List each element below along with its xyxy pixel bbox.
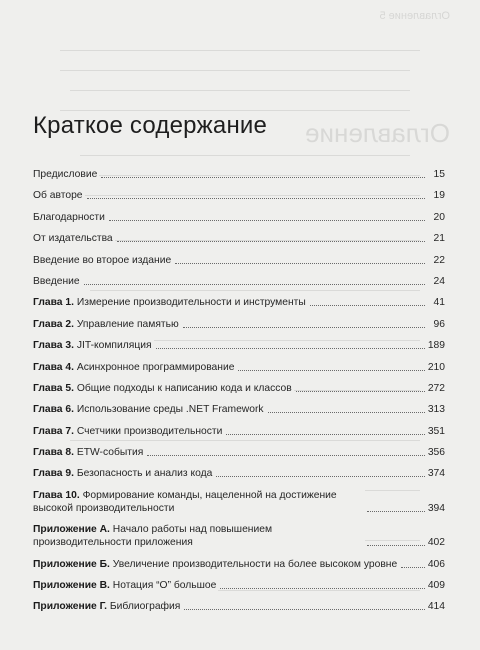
show-through-background: Оглавление 5 Оглавление — [0, 0, 480, 650]
dot-leader — [183, 327, 425, 328]
dot-leader — [367, 511, 425, 512]
toc-page-number: 15 — [433, 169, 445, 180]
toc-page-number: 22 — [433, 254, 445, 266]
page-title: Краткое содержание — [33, 112, 268, 139]
toc-entry-introduction[interactable] — [33, 275, 445, 288]
toc-entry-label: Глава 7. Счетчики производительности — [33, 425, 223, 437]
toc-entry-label: Благодарности — [33, 211, 105, 223]
toc-entry-label: Приложение В. Нотация “O” большое — [33, 580, 217, 592]
toc-page-number: 394 — [427, 502, 445, 514]
dot-leader — [156, 348, 425, 349]
toc-page-number: 210 — [427, 361, 445, 373]
toc-entry-chapter-1[interactable] — [33, 296, 445, 309]
toc-entry-preface[interactable] — [33, 168, 445, 181]
toc-entry-label: Введение — [33, 275, 80, 287]
toc-list — [33, 168, 445, 613]
toc-entry-label: Глава 5. Общие подходы к написанию кода и классов — [33, 382, 292, 394]
toc-entry-chapter-8[interactable] — [33, 446, 445, 459]
dot-leader — [296, 391, 425, 392]
toc-page-number: 24 — [433, 275, 445, 287]
dot-leader — [175, 263, 425, 264]
toc-page-number: 406 — [427, 558, 445, 570]
toc-page-number: 351 — [427, 425, 445, 437]
toc-page-number: 19 — [433, 190, 445, 202]
toc-content — [33, 112, 445, 622]
toc-entry-second-edition-intro[interactable] — [33, 254, 445, 267]
dot-leader — [84, 284, 425, 285]
dot-leader — [268, 412, 425, 413]
toc-entry-appendix-a[interactable] — [33, 523, 445, 549]
toc-entry-chapter-9[interactable] — [33, 467, 445, 480]
toc-entry-label: От издательства — [33, 233, 113, 245]
toc-entry-chapter-7[interactable] — [33, 425, 445, 438]
toc-page-number: 20 — [433, 211, 445, 223]
toc-page-number: 374 — [427, 468, 445, 480]
toc-page-number: 21 — [433, 233, 445, 245]
toc-page-number: 189 — [427, 340, 445, 352]
toc-entry-label: Глава 8. ETW-события — [33, 447, 144, 459]
toc-entry-chapter-4[interactable] — [33, 361, 445, 374]
toc-page-number: 356 — [427, 447, 445, 459]
toc-entry-label: Глава 3. JIT-компиляция — [33, 340, 152, 352]
toc-entry-label: Глава 9. Безопасность и анализ кода — [33, 468, 213, 480]
toc-entry-chapter-2[interactable] — [33, 318, 445, 331]
dot-leader — [401, 567, 425, 568]
dot-leader — [87, 198, 425, 199]
dot-leader — [220, 588, 425, 589]
toc-entry-label: Предисловие — [33, 169, 98, 180]
toc-entry-chapter-6[interactable] — [33, 403, 445, 416]
toc-page-number: 313 — [427, 404, 445, 416]
toc-entry-about-author[interactable] — [33, 189, 445, 202]
toc-page-number: 96 — [433, 318, 445, 330]
toc-entry-from-publisher[interactable] — [33, 232, 445, 245]
toc-page-number: 272 — [427, 382, 445, 394]
toc-page-number: 41 — [433, 297, 445, 309]
toc-entry-appendix-v[interactable] — [33, 579, 445, 592]
dot-leader — [147, 455, 425, 456]
dot-leader — [216, 476, 425, 477]
toc-page-number: 402 — [427, 537, 445, 549]
toc-entry-label: Глава 10. Формирование команды, нацеленной на достижение высокой производительности — [33, 489, 365, 515]
toc-entry-chapter-5[interactable] — [33, 382, 445, 395]
toc-page-number: 409 — [427, 580, 445, 592]
toc-entry-acknowledgements[interactable] — [33, 211, 445, 224]
toc-entry-label: Об авторе — [33, 190, 83, 202]
dot-leader — [238, 370, 425, 371]
toc-entry-appendix-b[interactable] — [33, 558, 445, 571]
dot-leader — [226, 434, 425, 435]
toc-entry-label: Глава 1. Измерение производительности и инструменты — [33, 297, 306, 309]
dot-leader — [184, 609, 425, 610]
toc-entry-label: Приложение Б. Увеличение производительности на более высоком уровне — [33, 558, 398, 570]
dot-leader — [310, 305, 425, 306]
toc-entry-label: Приложение Г. Библиография — [33, 601, 181, 613]
toc-entry-label: Приложение А. Начало работы над повышением производительности приложения — [33, 523, 365, 549]
toc-entry-label: Введение во второе издание — [33, 254, 172, 266]
toc-entry-chapter-10[interactable] — [33, 489, 445, 515]
dot-leader — [117, 241, 425, 242]
toc-entry-label: Глава 6. Использование среды .NET Framework — [33, 404, 264, 416]
toc-entry-label: Глава 2. Управление памятью — [33, 318, 179, 330]
dot-leader — [367, 545, 425, 546]
dot-leader — [109, 220, 425, 221]
toc-entry-label: Глава 4. Асинхронное программирование — [33, 361, 235, 373]
toc-entry-chapter-3[interactable] — [33, 339, 445, 352]
toc-entry-appendix-g[interactable] — [33, 600, 445, 613]
toc-page-number: 414 — [427, 601, 445, 613]
dot-leader — [101, 177, 425, 178]
